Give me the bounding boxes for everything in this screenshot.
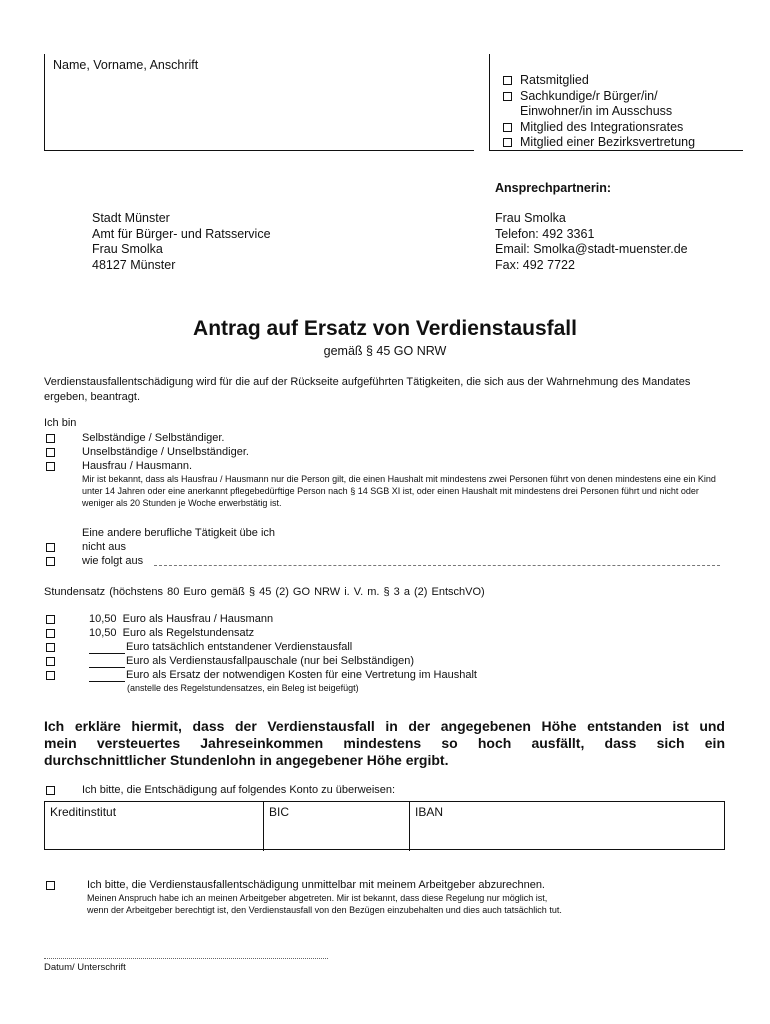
other-occupation-option: nicht aus [82, 541, 127, 553]
recipient-address [92, 211, 271, 273]
role-label: Sachkundige/r Bürger/in/ [520, 88, 658, 103]
other-occupation-checkbox-none[interactable] [46, 543, 55, 552]
role-label: Ratsmitglied [520, 73, 589, 87]
contact-heading: Ansprechpartnerin: [495, 181, 611, 195]
rate-text: Euro als Ersatz der notwendigen Kosten für eine Vertretung im Haushalt [126, 669, 477, 681]
bank-column-label: BIC [269, 805, 290, 819]
header-divider [489, 54, 490, 150]
status-option: Hausfrau / Hausmann. [82, 460, 193, 472]
contact-block [495, 211, 688, 273]
other-occupation-label: Eine andere berufliche Tätigkeit übe ich [82, 527, 276, 539]
sender-field-label: Name, Vorname, Anschrift [53, 58, 199, 72]
other-occupation-checkbox-as-follows[interactable] [46, 557, 55, 566]
declaration-line: durchschnittlicher Stundenlohn in angegebener Höhe ergibt. [44, 752, 449, 768]
rate-option [89, 626, 254, 640]
status-checkbox-hausfrau[interactable] [46, 462, 55, 471]
signature-label: Datum/ Unterschrift [44, 962, 126, 973]
contact-name: Frau Smolka [495, 211, 566, 225]
address-line: Frau Smolka [92, 242, 163, 256]
employer-checkbox[interactable] [46, 881, 55, 890]
transfer-label: Ich bitte, die Entschädigung auf folgendes Konto zu überweisen: [82, 784, 396, 796]
rate-checkbox-actual[interactable] [46, 643, 55, 652]
declaration [44, 718, 725, 769]
intro-text: Verdienstausfallentschädigung wird für die auf der Rückseite aufgeführten Tätigkeiten, die sich aus der Wahrnehmung des Mandates ergeben, beantragt. [44, 376, 691, 403]
bank-cell-iban[interactable] [410, 802, 724, 851]
role-label: Mitglied einer Bezirksvertretung [520, 135, 696, 149]
rate-option [89, 668, 477, 682]
role-options [503, 73, 695, 151]
rate-option [89, 654, 414, 668]
rate-amount-input[interactable] [89, 670, 125, 682]
address-line: 48127 Münster [92, 257, 176, 272]
bank-cell-kreditinstitut[interactable] [45, 802, 264, 851]
rate-checkbox-pauschale[interactable] [46, 657, 55, 666]
rate-amount-input[interactable] [89, 642, 125, 654]
contact-email: Email: Smolka@stadt-muenster.de [495, 242, 688, 256]
status-checkbox-unselbstaendig[interactable] [46, 448, 55, 457]
header-left-border [44, 54, 45, 150]
page-title: Antrag auf Ersatz von Verdienstausfall [193, 317, 577, 340]
other-occupation-option: wie folgt aus [82, 555, 144, 567]
rate-label: Stundensatz (höchstens 80 Euro gemäß § 45 (2) GO NRW i. V. m. § 3 a (2) EntschVO) [44, 586, 485, 598]
rate-amount: 10,50 [89, 613, 117, 625]
declaration-line: Ich erkläre hiermit, dass der Verdienstausfall in der angegebenen Höhe entstanden ist und [44, 718, 725, 734]
role-checkbox-ratsmitglied[interactable] [503, 76, 512, 85]
bank-column-label: IBAN [415, 805, 444, 819]
bank-cell-bic[interactable] [264, 802, 410, 851]
declaration-line: mein versteuertes Jahreseinkommen mindestens so hoch ausfällt, dass sich ein [44, 735, 725, 751]
employer-label: Ich bitte, die Verdienstausfallentschädigung unmittelbar mit meinem Arbeitgeber abzurechnen. [87, 879, 545, 891]
contact-fax: Fax: 492 7722 [495, 257, 575, 272]
transfer-checkbox[interactable] [46, 786, 55, 795]
status-note: Mir ist bekannt, dass als Hausfrau / Hausmann nur die Person gilt, die einen Haushalt mit mindestens zwei Personen führt von denen mindestens eine ein Kind unter 14 Jahren oder eine anerkannt pflegebedürftige Person nach § 14 SGB XI ist, oder einen Haushalt mit mindestens drei Personen führt und nicht oder weniger als 20 Stunden je Woche erwerbstätig ist. [82, 474, 716, 508]
status-option: Unselbständige / Unselbständiger. [82, 446, 249, 458]
address-line: Stadt Münster [92, 211, 170, 225]
status-label: Ich bin [44, 417, 77, 429]
rate-note: (anstelle des Regelstundensatzes, ein Beleg ist beigefügt) [127, 683, 359, 693]
role-checkbox-sachkundige[interactable] [503, 92, 512, 101]
rate-amount: 10,50 [89, 627, 117, 639]
status-checkbox-selbstaendig[interactable] [46, 434, 55, 443]
other-occupation-input-line[interactable] [154, 565, 720, 566]
contact-phone: Telefon: 492 3361 [495, 226, 595, 241]
rate-text: Euro als Hausfrau / Hausmann [122, 613, 274, 625]
rate-amount-input[interactable] [89, 656, 125, 668]
header-bottom-border [44, 150, 474, 151]
rate-option [89, 640, 352, 654]
rate-checkbox-vertretung[interactable] [46, 671, 55, 680]
rate-text: Euro tatsächlich entstandener Verdienstausfall [126, 641, 353, 653]
status-option: Selbständige / Selbständiger. [82, 432, 225, 444]
role-label: Mitglied des Integrationsrates [520, 119, 684, 134]
rate-text: Euro als Regelstundensatz [122, 627, 255, 639]
address-line: Amt für Bürger- und Ratsservice [92, 226, 271, 241]
rate-checkbox-regel[interactable] [46, 629, 55, 638]
employer-note: wenn der Arbeitgeber berechtigt ist, den Verdienstausfall von den Bezügen einzubehalten und dies auch tatsächlich tut. [87, 905, 562, 915]
role-checkbox-integrationsrat[interactable] [503, 123, 512, 132]
rate-checkbox-hausfrau[interactable] [46, 615, 55, 624]
signature-line[interactable] [44, 958, 328, 959]
role-label-continuation: Einwohner/in im Ausschuss [520, 104, 673, 118]
page-subtitle: gemäß § 45 GO NRW [323, 344, 447, 358]
role-checkbox-bezirksvertretung[interactable] [503, 138, 512, 147]
employer-note: Meinen Anspruch habe ich an meinen Arbeitgeber abgetreten. Mir ist bekannt, dass diese Regelung nur möglich ist, [87, 893, 548, 903]
rate-option [89, 612, 273, 626]
rate-text: Euro als Verdienstausfallpauschale (nur bei Selbständigen) [126, 655, 415, 667]
bank-column-label: Kreditinstitut [50, 805, 117, 819]
bank-table [44, 801, 725, 850]
